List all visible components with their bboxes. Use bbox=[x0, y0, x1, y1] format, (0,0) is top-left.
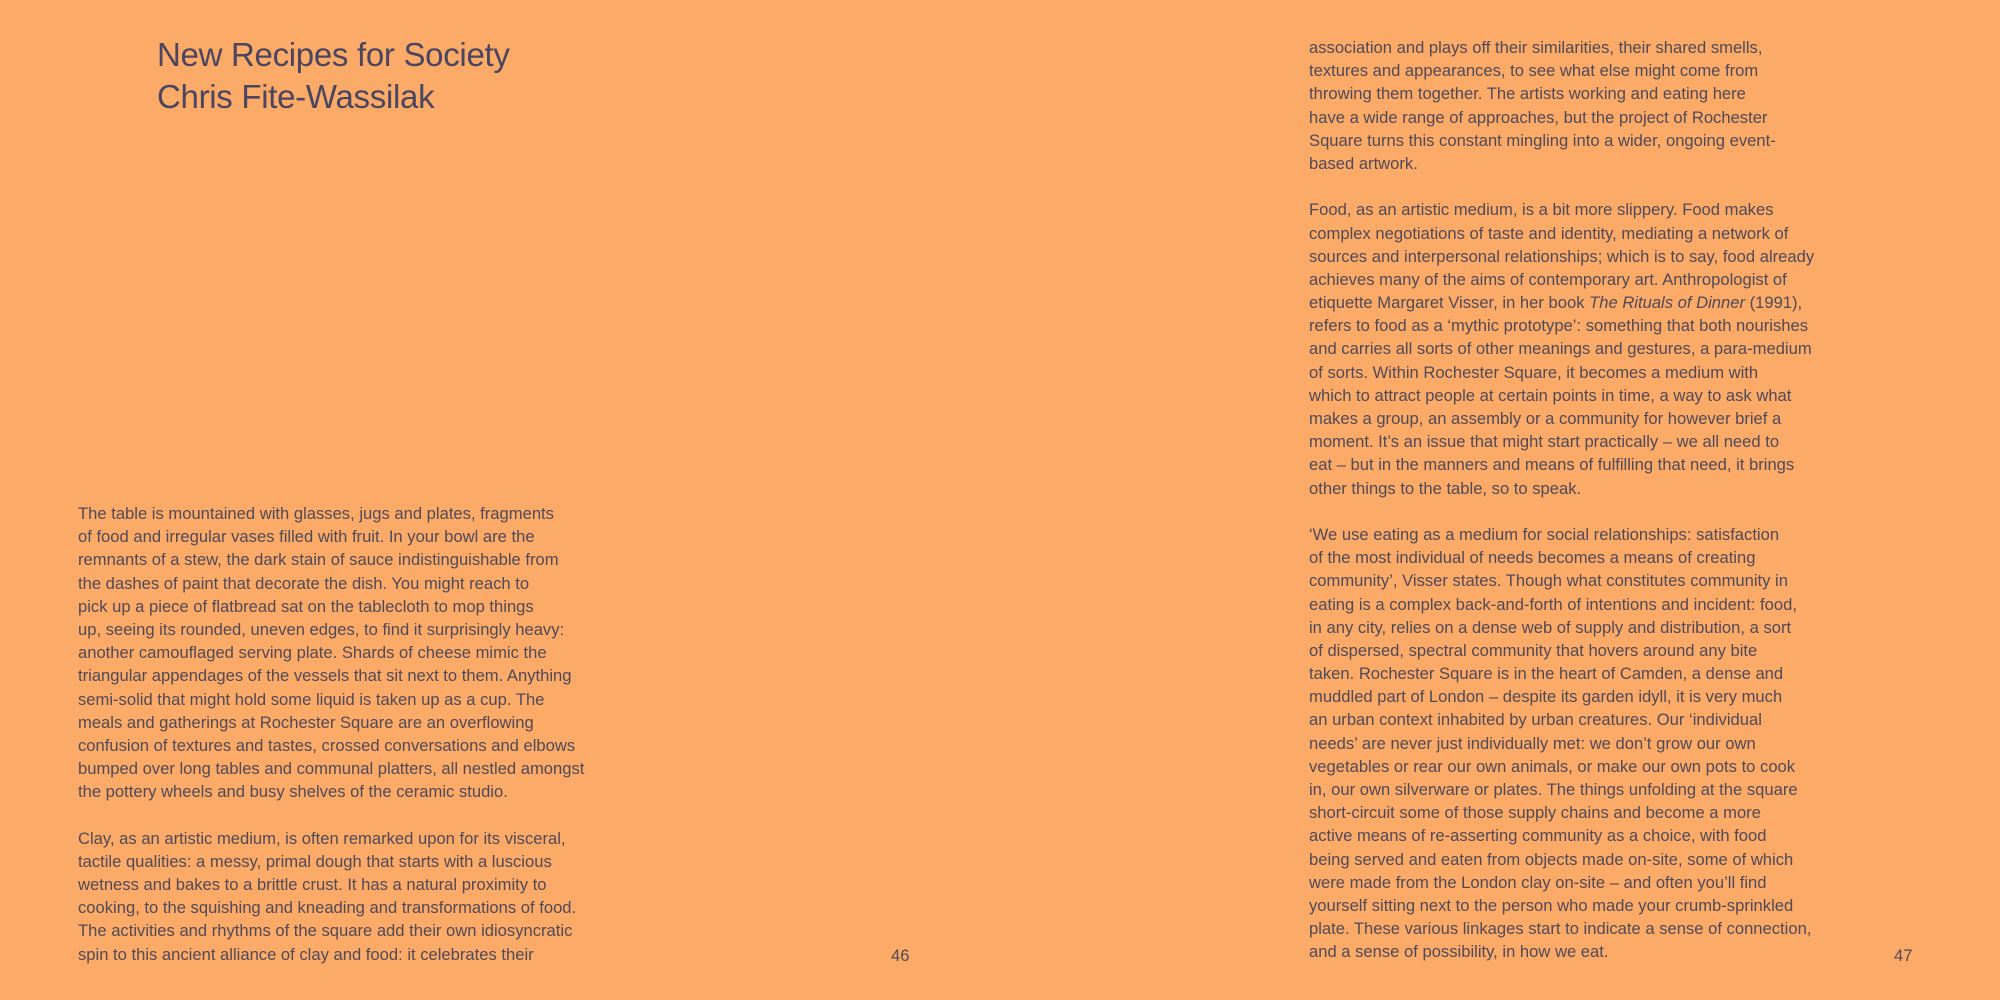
left-page-body bbox=[78, 502, 618, 966]
page-number-left: 46 bbox=[891, 946, 910, 965]
paragraph-gap bbox=[78, 803, 618, 826]
text-line: complex negotiations of taste and identity, mediating a network of bbox=[1309, 223, 1789, 243]
paragraph bbox=[1309, 523, 1849, 964]
text-line: were made from the London clay on-site – and often you’ll find bbox=[1309, 872, 1767, 892]
text-line: confusion of textures and tastes, crossed conversations and elbows bbox=[78, 735, 576, 755]
text-line: the dashes of paint that decorate the dish. You might reach to bbox=[78, 573, 530, 593]
paragraph bbox=[78, 827, 618, 966]
text-line: plate. These various linkages start to indicate a sense of connection, bbox=[1309, 919, 1812, 939]
text-line: in, our own silverware or plates. The things unfolding at the square bbox=[1309, 780, 1798, 799]
text-line: and carries all sorts of other meanings and gestures, a para-medium bbox=[1309, 339, 1812, 359]
essay-author: Chris Fite-Wassilak bbox=[157, 78, 435, 115]
text-line: an urban context inhabited by urban creatures. Our ‘individual bbox=[1309, 710, 1762, 730]
text-line: spin to this ancient alliance of clay and food: it celebrates their bbox=[78, 944, 534, 964]
text-span: (1991), bbox=[1744, 293, 1803, 313]
text-line: which to attract people at certain points in time, a way to ask what bbox=[1309, 385, 1792, 405]
text-line: other things to the table, so to speak. bbox=[1309, 478, 1582, 498]
text-line: muddled part of London – despite its garden idyll, it is very much bbox=[1309, 687, 1783, 707]
paragraph bbox=[1309, 36, 1849, 175]
paragraph bbox=[1309, 198, 1849, 499]
text-line: semi-solid that might hold some liquid is taken up as a cup. The bbox=[78, 689, 545, 709]
text-line: The table is mountained with glasses, jugs and plates, fragments bbox=[78, 504, 554, 523]
paragraph-gap bbox=[1309, 175, 1849, 198]
text-line: makes a group, an assembly or a community for however brief a bbox=[1309, 409, 1782, 428]
text-line: of dispersed, spectral community that hovers around any bite bbox=[1309, 640, 1758, 660]
text-line: moment. It’s an issue that might start practically – we all need to bbox=[1309, 432, 1780, 452]
text-line: Square turns this constant mingling into a wider, ongoing event- bbox=[1309, 130, 1776, 150]
text-line: eat – but in the manners and means of fulfilling that need, it brings bbox=[1309, 455, 1795, 475]
text-line: yourself sitting next to the person who made your crumb-sprinkled bbox=[1309, 895, 1794, 915]
page-number-right: 47 bbox=[1894, 946, 1913, 965]
text-line: Clay, as an artistic medium, is often remarked upon for its visceral, bbox=[78, 828, 566, 848]
essay-title: New Recipes for Society bbox=[157, 36, 510, 73]
text-line: The activities and rhythms of the square add their own idiosyncratic bbox=[78, 921, 573, 941]
text-line: another camouflaged serving plate. Shards of cheese mimic the bbox=[78, 643, 547, 663]
text-line: triangular appendages of the vessels that sit next to them. Anything bbox=[78, 666, 572, 686]
text-line: in any city, relies on a dense web of supply and distribution, a sort bbox=[1309, 617, 1792, 637]
text-line: of food and irregular vases filled with fruit. In your bowl are the bbox=[78, 527, 535, 547]
text-line: have a wide range of approaches, but the project of Rochester bbox=[1309, 107, 1768, 127]
text-line: vegetables or rear our own animals, or make our own pots to cook bbox=[1309, 756, 1796, 776]
text-line: achieves many of the aims of contemporary art. Anthropologist of bbox=[1309, 269, 1787, 289]
text-line: pick up a piece of flatbread sat on the tablecloth to mop things bbox=[78, 596, 534, 616]
right-page-body bbox=[1309, 36, 1849, 964]
text-line: Food, as an artistic medium, is a bit more slippery. Food makes bbox=[1309, 200, 1774, 220]
text-line: the pottery wheels and busy shelves of the ceramic studio. bbox=[78, 782, 508, 802]
text-line: of the most individual of needs becomes a means of creating bbox=[1309, 548, 1756, 568]
text-line: based artwork. bbox=[1309, 153, 1418, 173]
text-line: textures and appearances, to see what else might come from bbox=[1309, 61, 1759, 81]
text-line: sources and interpersonal relationships; which is to say, food already bbox=[1309, 246, 1815, 266]
text-line: ‘We use eating as a medium for social relationships: satisfaction bbox=[1309, 524, 1780, 544]
text-span: etiquette Margaret Visser, in her book bbox=[1309, 293, 1590, 313]
text-line bbox=[1309, 291, 1849, 314]
essay-title-block bbox=[157, 34, 510, 118]
book-title-italic: The Rituals of Dinner bbox=[1589, 293, 1745, 313]
text-line: and a sense of possibility, in how we eat. bbox=[1309, 942, 1609, 962]
text-line: taken. Rochester Square is in the heart of Camden, a dense and bbox=[1309, 664, 1784, 684]
text-line: meals and gatherings at Rochester Square are an overflowing bbox=[78, 712, 534, 732]
paragraph-gap bbox=[1309, 500, 1849, 523]
text-line: refers to food as a ‘mythic prototype’: something that both nourishes bbox=[1309, 316, 1809, 336]
text-line: bumped over long tables and communal platters, all nestled amongst bbox=[78, 759, 585, 779]
text-line: of sorts. Within Rochester Square, it becomes a medium with bbox=[1309, 362, 1759, 382]
paragraph bbox=[78, 502, 618, 803]
text-line: short-circuit some of those supply chains and become a more bbox=[1309, 803, 1761, 823]
text-line: association and plays off their similarities, their shared smells, bbox=[1309, 38, 1763, 57]
text-line: cooking, to the squishing and kneading and transformations of food. bbox=[78, 898, 577, 918]
text-line: throwing them together. The artists working and eating here bbox=[1309, 84, 1746, 104]
text-line: wetness and bakes to a brittle crust. It has a natural proximity to bbox=[78, 875, 547, 894]
text-line: remnants of a stew, the dark stain of sauce indistinguishable from bbox=[78, 550, 559, 570]
text-line: being served and eaten from objects made on-site, some of which bbox=[1309, 849, 1794, 869]
text-line: active means of re-asserting community as a choice, with food bbox=[1309, 826, 1767, 846]
text-line: needs’ are never just individually met: we don’t grow our own bbox=[1309, 733, 1756, 753]
text-line: eating is a complex back-and-forth of intentions and incident: food, bbox=[1309, 594, 1797, 614]
text-line: up, seeing its rounded, uneven edges, to find it surprisingly heavy: bbox=[78, 619, 565, 639]
text-line: community’, Visser states. Though what constitutes community in bbox=[1309, 571, 1788, 591]
text-line: tactile qualities: a messy, primal dough that starts with a luscious bbox=[78, 851, 552, 871]
